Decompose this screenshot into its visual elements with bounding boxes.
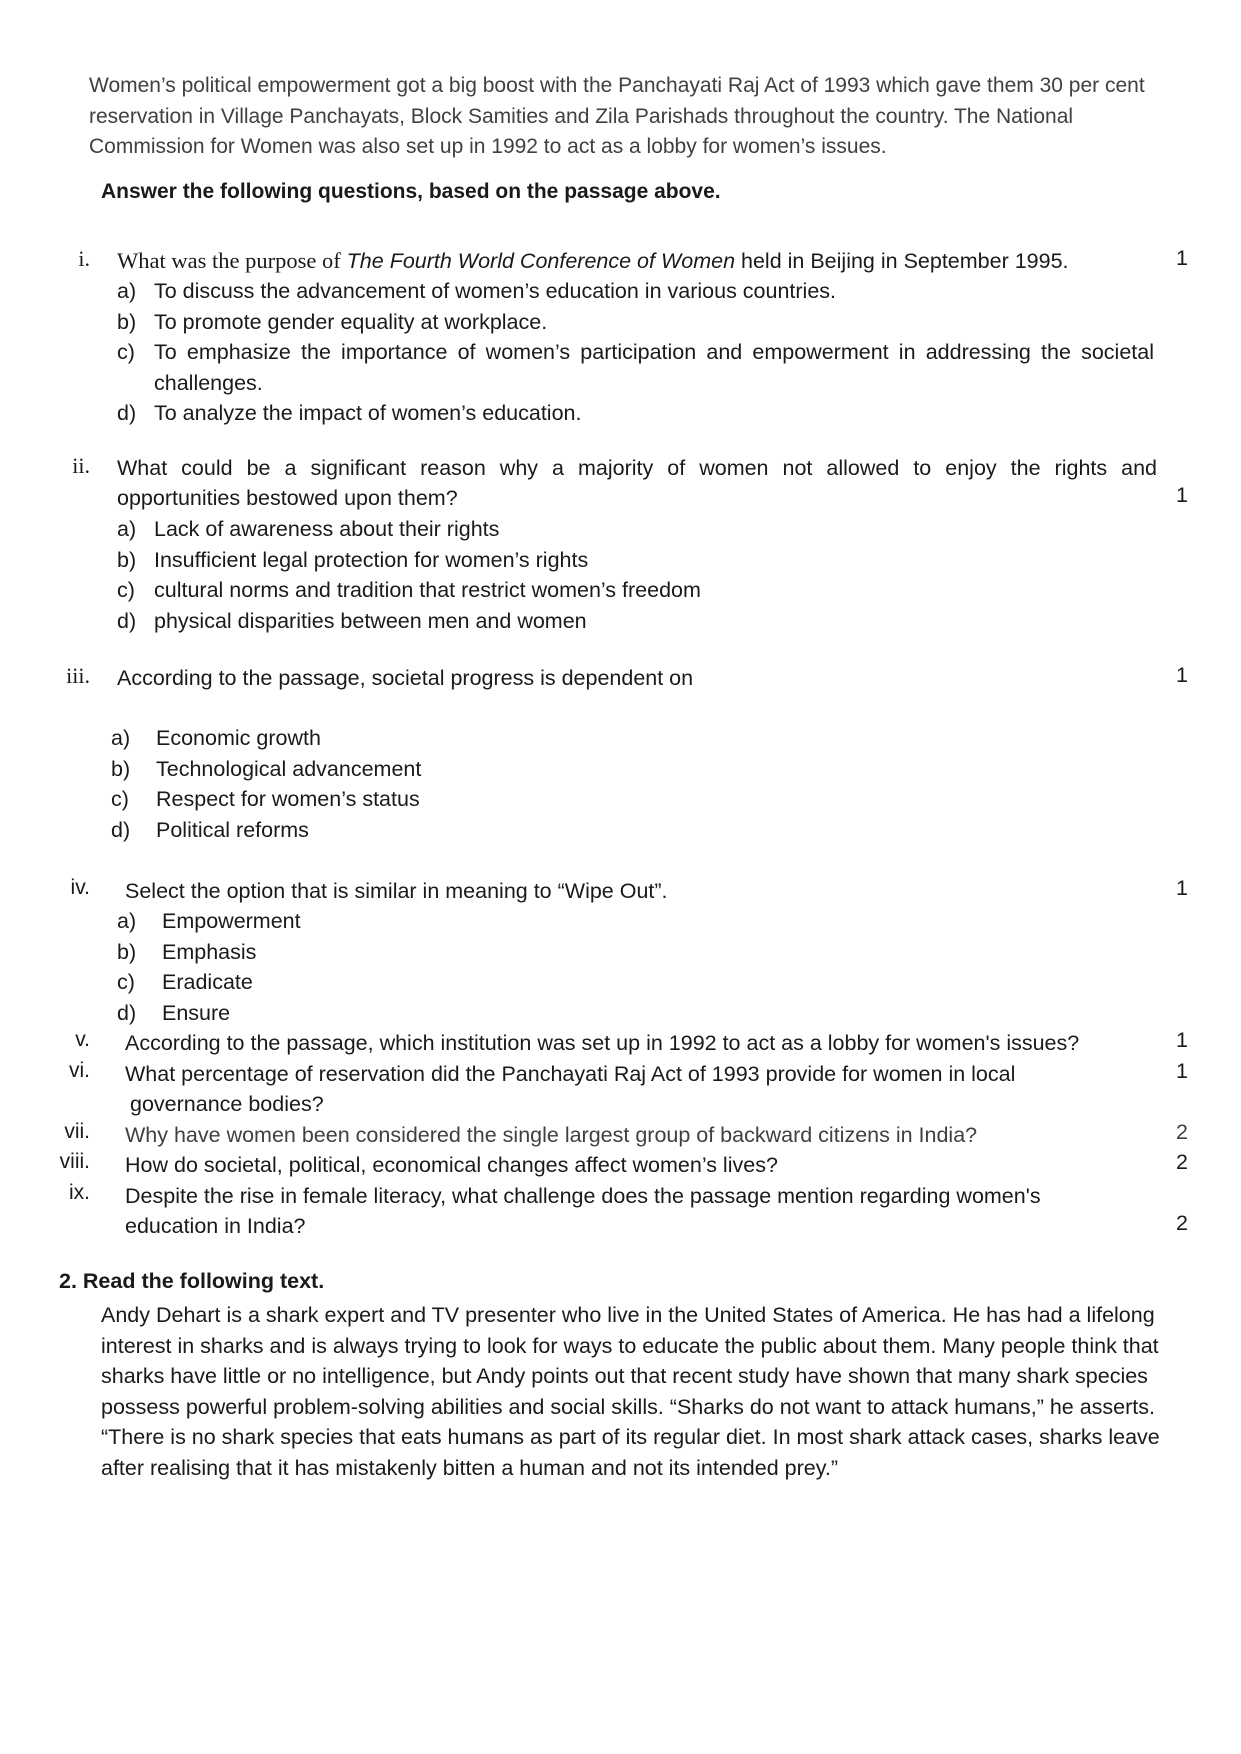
question-marks: 1: [1176, 1028, 1188, 1052]
option-letter: b): [111, 756, 131, 781]
question-marks: 1: [1176, 246, 1188, 270]
option-text: Economic growth: [156, 726, 321, 750]
question-marks: 1: [1176, 1059, 1188, 1083]
section-2-heading: 2. Read the following text.: [59, 1269, 325, 1293]
option-a: [117, 276, 1167, 307]
option-letter: d): [117, 608, 137, 633]
question-number: ii.: [72, 453, 90, 478]
question-number: vi.: [69, 1059, 90, 1082]
question-marks: 1: [1176, 876, 1188, 900]
question-number: iv.: [70, 876, 90, 899]
question-text: Select the option that is similar in meaning to “Wipe Out”.: [125, 879, 668, 903]
question-marks: 2: [1176, 1120, 1188, 1144]
options-list: [111, 723, 1161, 845]
option-text: To discuss the advancement of women’s education in various countries.: [154, 279, 837, 303]
options-list: [117, 906, 1167, 1028]
question-number: iii.: [66, 663, 90, 688]
question-number: v.: [75, 1028, 90, 1051]
question-marks: 2: [1176, 1150, 1188, 1174]
question-text-suffix: held in Beijing in September 1995.: [741, 249, 1069, 273]
question-text-line1: What could be a significant reason why a majority of women not allowed to enjoy the rights and: [117, 456, 1157, 480]
option-letter: c): [117, 970, 135, 994]
option-text: To emphasize the importance of women’s participation and empowerment in addressing the societal challenges.: [154, 340, 1154, 395]
question-text: Why have women been considered the single largest group of backward citizens in India?: [125, 1123, 978, 1147]
option-letter: d): [111, 817, 131, 842]
option-c: [117, 575, 1167, 606]
option-letter: d): [117, 401, 137, 425]
option-c: [117, 337, 1167, 398]
question-text: According to the passage, which institution was set up in 1992 to act as a lobby for women's issues?: [125, 1031, 1080, 1055]
question-text-line2: opportunities bestowed upon them?: [117, 486, 458, 510]
option-text: To analyze the impact of women’s education.: [154, 401, 582, 425]
question-text: [117, 246, 1157, 277]
option-text: Lack of awareness about their rights: [154, 517, 500, 541]
option-letter: a): [111, 726, 131, 750]
option-letter: b): [117, 309, 137, 334]
option-text: Political reforms: [156, 817, 309, 842]
question-number: i.: [78, 246, 90, 271]
question-text-line2: governance bodies?: [130, 1092, 324, 1116]
option-a: [111, 723, 1161, 754]
question-text-line1: Despite the rise in female literacy, what challenge does the passage mention regarding women's: [125, 1184, 1041, 1208]
option-b: [117, 937, 1167, 968]
option-text: Respect for women’s status: [156, 787, 420, 811]
option-text: Eradicate: [162, 970, 253, 994]
option-c: [111, 784, 1161, 815]
option-letter: c): [111, 787, 129, 811]
option-letter: a): [117, 909, 137, 933]
question-marks: 1: [1176, 663, 1188, 687]
question-text-prefix: What was the purpose of: [117, 248, 341, 273]
section-2-paragraph: Andy Dehart is a shark expert and TV presenter who live in the United States of America. He has had a lifelong interest in sharks and is always trying to look for ways to educate the public about them. Many people think that sharks have little or no intelligence, but Andy points out that recent study have shown that many shark species possess powerful problem-solving abilities and social skills. “Sharks do not want to attack humans,” he asserts. “There is no shark species that eats humans as part of its regular diet. In most shark attack cases, sharks leave after realising that it has mistakenly bitten a human and not its intended prey.”: [101, 1303, 1160, 1480]
passage-paragraph: Women’s political empowerment got a big boost with the Panchayati Raj Act of 1993 which gave them 30 per cent reservation in Village Panchayats, Block Samities and Zila Parishads throughout the country. The National Commission for Women was also set up in 1992 to act as a lobby for women’s issues.: [89, 74, 1145, 158]
options-list: [117, 276, 1167, 429]
question-text-line1: What percentage of reservation did the Panchayati Raj Act of 1993 provide for women in local: [125, 1062, 1016, 1086]
instruction-heading: Answer the following questions, based on the passage above.: [101, 180, 721, 203]
option-c: [117, 967, 1167, 998]
option-text: Empowerment: [162, 909, 301, 933]
question-marks: 2: [1176, 1211, 1188, 1235]
option-text: Technological advancement: [156, 756, 422, 781]
option-b: [117, 307, 1167, 338]
question-number: vii.: [64, 1120, 90, 1143]
option-letter: c): [117, 578, 135, 602]
option-text: physical disparities between men and women: [154, 608, 587, 633]
question-text-line2: education in India?: [125, 1214, 306, 1238]
option-letter: b): [117, 547, 137, 572]
option-text: Ensure: [162, 1000, 231, 1025]
option-letter: c): [117, 340, 135, 364]
option-letter: b): [117, 939, 137, 964]
question-number: ix.: [69, 1181, 90, 1204]
question-text: How do societal, political, economical changes affect women’s lives?: [125, 1153, 778, 1177]
option-a: [117, 514, 1167, 545]
option-d: [111, 815, 1161, 846]
question-text-italic: The Fourth World Conference of Women: [346, 249, 736, 273]
option-b: [111, 754, 1161, 785]
option-text: cultural norms and tradition that restrict women’s freedom: [154, 578, 701, 602]
option-text: To promote gender equality at workplace.: [154, 309, 548, 334]
option-d: [117, 998, 1167, 1029]
question-number: viii.: [59, 1150, 90, 1173]
question-text: According to the passage, societal progress is dependent on: [117, 666, 694, 690]
option-letter: d): [117, 1000, 137, 1025]
option-letter: a): [117, 517, 137, 541]
option-letter: a): [117, 279, 137, 303]
options-list: [117, 514, 1167, 636]
option-a: [117, 906, 1167, 937]
question-marks: 1: [1176, 483, 1188, 507]
option-text: Insufficient legal protection for women’s rights: [154, 547, 589, 572]
option-b: [117, 545, 1167, 576]
option-d: [117, 606, 1167, 637]
option-text: Emphasis: [162, 939, 257, 964]
option-d: [117, 398, 1167, 429]
